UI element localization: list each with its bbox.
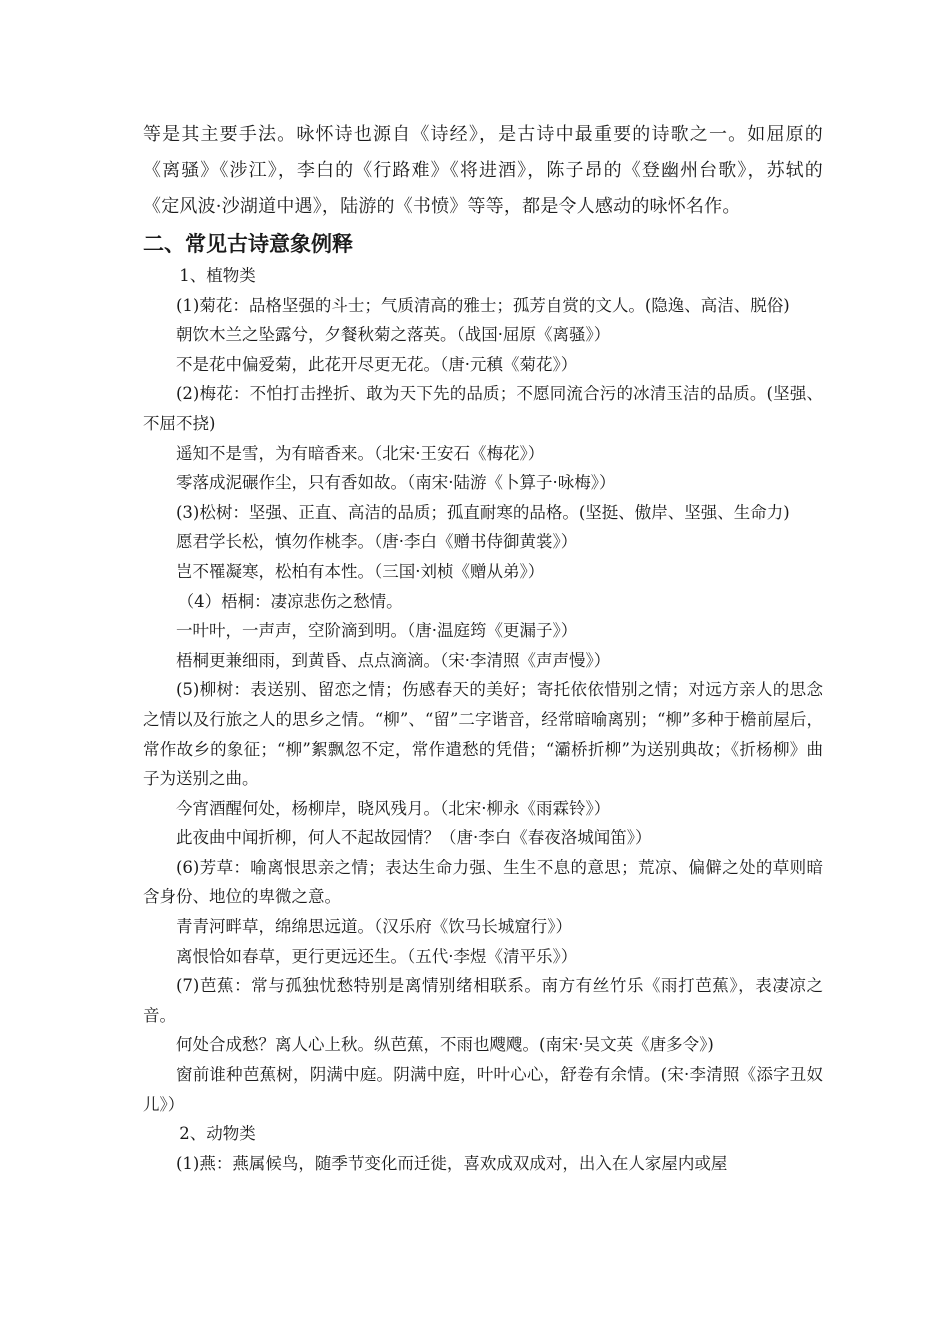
- body-paragraph: (2)梅花：不怕打击挫折、敢为天下先的品质；不愿同流合污的冰清玉洁的品质。(坚强、不屈不挠): [143, 384, 823, 433]
- body-paragraph: (1)菊花：品格坚强的斗士；气质清高的雅士；孤芳自赏的文人。(隐逸、高洁、脱俗): [176, 295, 790, 315]
- body-paragraph: （4）梧桐：凄凉悲伤之愁情。: [177, 591, 403, 611]
- section-body: [143, 261, 823, 1178]
- body-paragraph: (5)柳树：表送别、留恋之情；伤感春天的美好；寄托依依惜别之情；对远方亲人的思念之情以及行旅之人的思乡之情。“柳”、“留”二字谐音，经常暗喻离别；“柳”多种于檐前屋后，常作故乡的象征；“柳”絮飘忽不定，常作遣愁的凭借；“灞桥折柳”为送别典故；《折杨柳》曲子为送别之曲。: [143, 680, 823, 789]
- body-paragraph: 青青河畔草，绵绵思远道。（汉乐府《饮马长城窟行》）: [176, 917, 572, 937]
- body-paragraph: 今宵酒醒何处，杨柳岸，晓风残月。（北宋·柳永《雨霖铃》）: [176, 798, 611, 818]
- body-paragraph: (1)燕：燕属候鸟，随季节变化而迁徙，喜欢成双成对，出入在人家屋内或屋: [176, 1153, 728, 1173]
- intro-paragraph-group: [143, 117, 823, 225]
- category-heading: 2、动物类: [179, 1124, 256, 1144]
- body-paragraph: 遥知不是雪，为有暗香来。（北宋·王安石《梅花》）: [176, 443, 545, 463]
- body-paragraph: 朝饮木兰之坠露兮，夕餐秋菊之落英。（战国·屈原《离骚》）: [176, 325, 611, 345]
- body-paragraph: (6)芳草：喻离恨思亲之情；表达生命力强、生生不息的意思；荒凉、偏僻之处的草则暗含身份、地位的卑微之意。: [143, 857, 823, 907]
- body-paragraph: 离恨恰如春草，更行更远还生。（五代·李煜《清平乐》）: [176, 946, 578, 966]
- section-heading: 二、常见古诗意象例释: [143, 232, 353, 256]
- body-paragraph: (3)松树：坚强、正直、高洁的品质；孤直耐寒的品格。(坚挺、傲岸、坚强、生命力): [176, 502, 790, 522]
- body-paragraph: 愿君学长松，慎勿作桃李。（唐·李白《赠书侍御黄裳》）: [176, 532, 578, 552]
- body-paragraph: 岂不罹凝寒，松柏有本性。（三国·刘桢《赠从弟》）: [176, 561, 545, 581]
- category-heading: 1、植物类: [179, 266, 256, 285]
- body-paragraph: 零落成泥碾作尘，只有香如故。（南宋·陆游《卜算子·咏梅》）: [176, 473, 616, 493]
- body-paragraph: 此夜曲中闻折柳，何人不起故园情？（唐·李白《春夜洛城闻笛》）: [176, 828, 652, 848]
- intro-paragraph: 等是其主要手法。咏怀诗也源自《诗经》，是古诗中最重要的诗歌之一。如屈原的《离骚》《涉江》，李白的《行路难》《将进酒》，陈子昂的《登幽州台歌》，苏轼的《定风波·沙湖道中遇》，陆游的《书愤》等等，都是令人感动的咏怀名作。: [143, 124, 823, 217]
- body-paragraph: (7)芭蕉：常与孤独忧愁特别是离情别绪相联系。南方有丝竹乐《雨打芭蕉》，表凄凉之音。: [143, 976, 823, 1025]
- body-paragraph: 何处合成愁？离人心上秋。纵芭蕉，不雨也飕飕。(南宋·吴文英《唐多令》): [176, 1035, 714, 1055]
- body-paragraph: 窗前谁种芭蕉树，阴满中庭。阴满中庭，叶叶心心，舒卷有余情。(宋·李清照《添字丑奴儿》）: [143, 1065, 823, 1114]
- page-content: [143, 117, 823, 1178]
- body-paragraph: 不是花中偏爱菊，此花开尽更无花。（唐·元稹《菊花》）: [176, 354, 578, 374]
- body-paragraph: 梧桐更兼细雨，到黄昏、点点滴滴。（宋·李清照《声声慢》）: [176, 650, 611, 670]
- body-paragraph: 一叶叶，一声声，空阶滴到明。（唐·温庭筠《更漏子》）: [176, 621, 578, 641]
